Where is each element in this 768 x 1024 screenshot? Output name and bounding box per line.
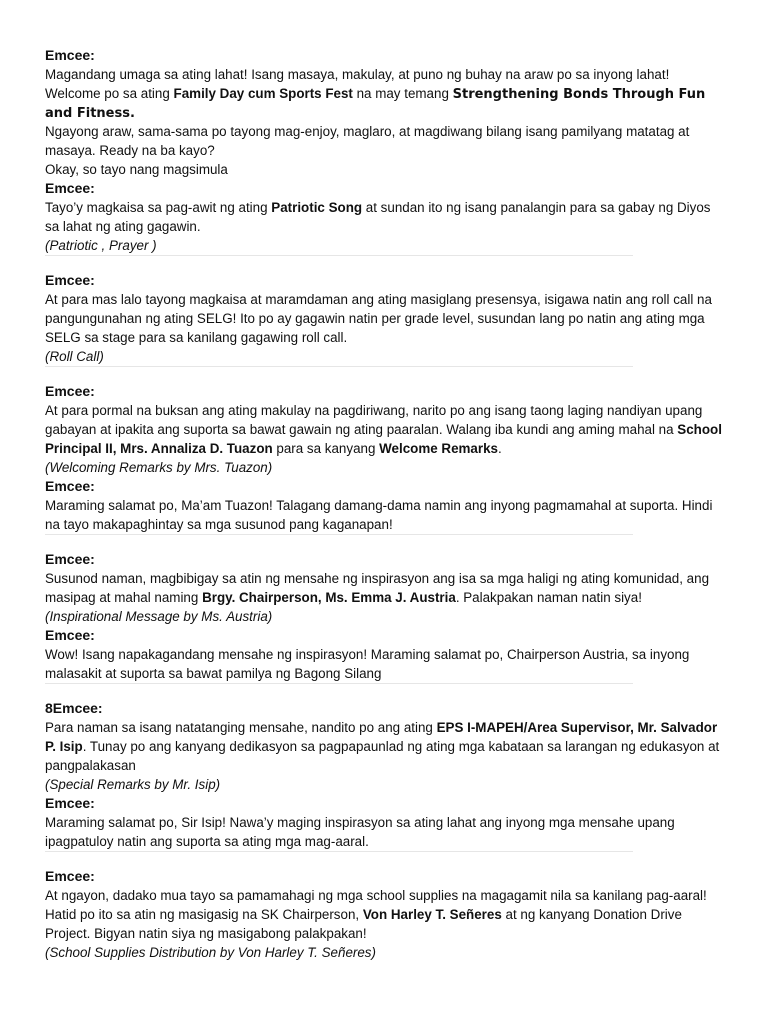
paragraph: Wow! Isang napakagandang mensahe ng inspirasyon! Maraming salamat po, Chairperson Austria, sa inyong malasakit at suporta sa bawat pamilya ng Bagong Silang bbox=[45, 647, 690, 681]
speaker-label: Emcee: bbox=[45, 180, 95, 196]
stage-cue: (Roll Call) bbox=[45, 349, 104, 364]
stage-cue: (Patriotic , Prayer ) bbox=[45, 238, 157, 253]
section-roll-call bbox=[45, 271, 723, 367]
speaker-label: Emcee: bbox=[45, 272, 95, 288]
divider bbox=[45, 366, 633, 367]
paragraph: Okay, so tayo nang magsimula bbox=[45, 162, 228, 177]
divider bbox=[45, 851, 633, 852]
paragraph: At para pormal na buksan ang ating makulay na pagdiriwang, narito po ang isang taong laging nandiyan upang gabayan at ipakita ang suporta sa bawat gawain ng ating paaralan. Walang iba kundi ang aming mahal na School Principal II, Mrs. Annaliza D. Tuazon para sa kanyang Welcome Remarks. bbox=[45, 403, 722, 456]
paragraph: Welcome po sa ating Family Day cum Sports Fest na may temang Strengthening Bonds Through Fun and Fitness. bbox=[45, 86, 706, 121]
speaker-label: Emcee: bbox=[45, 478, 95, 494]
speaker-label: Emcee: bbox=[45, 627, 95, 643]
section-special-remarks bbox=[45, 699, 723, 852]
stage-cue: (Special Remarks by Mr. Isip) bbox=[45, 777, 221, 792]
speaker-label: Emcee: bbox=[45, 383, 95, 399]
paragraph: Susunod naman, magbibigay sa atin ng mensahe ng inspirasyon ang isa sa mga haligi ng ating komunidad, ang masipag at mahal naming Brgy. Chairperson, Ms. Emma J. Austria. Palakpakan naman natin siya! bbox=[45, 571, 710, 605]
paragraph: At para mas lalo tayong magkaisa at maramdaman ang ating masiglang presensya, isigawa natin ang roll call na pangungunahan ng ating SELG! Ito po ay gagawin natin per grade level, susundan lang po natin ang ating mga SELG sa stage para sa kanilang gagawing roll call. bbox=[45, 292, 712, 345]
divider bbox=[45, 255, 633, 256]
speaker-label: 8Emcee: bbox=[45, 700, 103, 716]
paragraph: Ngayong araw, sama-sama po tayong mag-enjoy, maglaro, at magdiwang bilang isang pamilyang matatag at masaya. Ready na ba kayo? bbox=[45, 124, 690, 158]
section-opening bbox=[45, 46, 723, 256]
paragraph: Maraming salamat po, Sir Isip! Nawa’y maging inspirasyon sa ating lahat ang inyong mga mensahe upang ipagpatuloy natin ang suporta sa ating mga mag-aaral. bbox=[45, 815, 675, 849]
stage-cue: (School Supplies Distribution by Von Harley T. Señeres) bbox=[45, 945, 376, 960]
paragraph: Tayo’y magkaisa sa pag-awit ng ating Patriotic Song at sundan ito ng isang panalangin para sa gabay ng Diyos sa lahat ng ating gagawin. bbox=[45, 200, 711, 234]
paragraph: Para naman sa isang natatanging mensahe, nandito po ang ating EPS I-MAPEH/Area Supervisor, Mr. Salvador P. Isip. Tunay po ang kanyang dedikasyon sa pagpapaunlad ng ating mga kabataan sa larangan ng edukasyon at pangpalakasan bbox=[45, 720, 720, 773]
divider bbox=[45, 534, 633, 535]
paragraph: Magandang umaga sa ating lahat! Isang masaya, makulay, at puno ng buhay na araw po sa inyong lahat! bbox=[45, 67, 670, 82]
section-school-supplies bbox=[45, 867, 723, 962]
stage-cue: (Welcoming Remarks by Mrs. Tuazon) bbox=[45, 460, 273, 475]
section-inspirational-message bbox=[45, 550, 723, 684]
event-name: Family Day cum Sports Fest bbox=[173, 86, 353, 101]
speaker-label: Emcee: bbox=[45, 795, 95, 811]
stage-cue: (Inspirational Message by Ms. Austria) bbox=[45, 609, 273, 624]
speaker-label: Emcee: bbox=[45, 47, 95, 63]
paragraph: Maraming salamat po, Ma’am Tuazon! Talagang damang-dama namin ang inyong pagmamahal at suporta. Hindi na tayo makapaghintay sa mga susunod pang kaganapan! bbox=[45, 498, 713, 532]
speaker-label: Emcee: bbox=[45, 868, 95, 884]
paragraph: At ngayon, dadako mua tayo sa pamamahagi ng mga school supplies na magagamit nila sa kanilang pag-aaral! Hatid po ito sa atin ng masigasig na SK Chairperson, Von Harley T. Señeres at ng kanyang Donation Drive Project. Bigyan natin siya ng masigabong palakpakan! bbox=[45, 888, 707, 941]
divider bbox=[45, 683, 633, 684]
section-welcome-remarks bbox=[45, 382, 723, 535]
speaker-label: Emcee: bbox=[45, 551, 95, 567]
event-theme: Strengthening Bonds Through Fun and Fitness. bbox=[45, 87, 706, 121]
